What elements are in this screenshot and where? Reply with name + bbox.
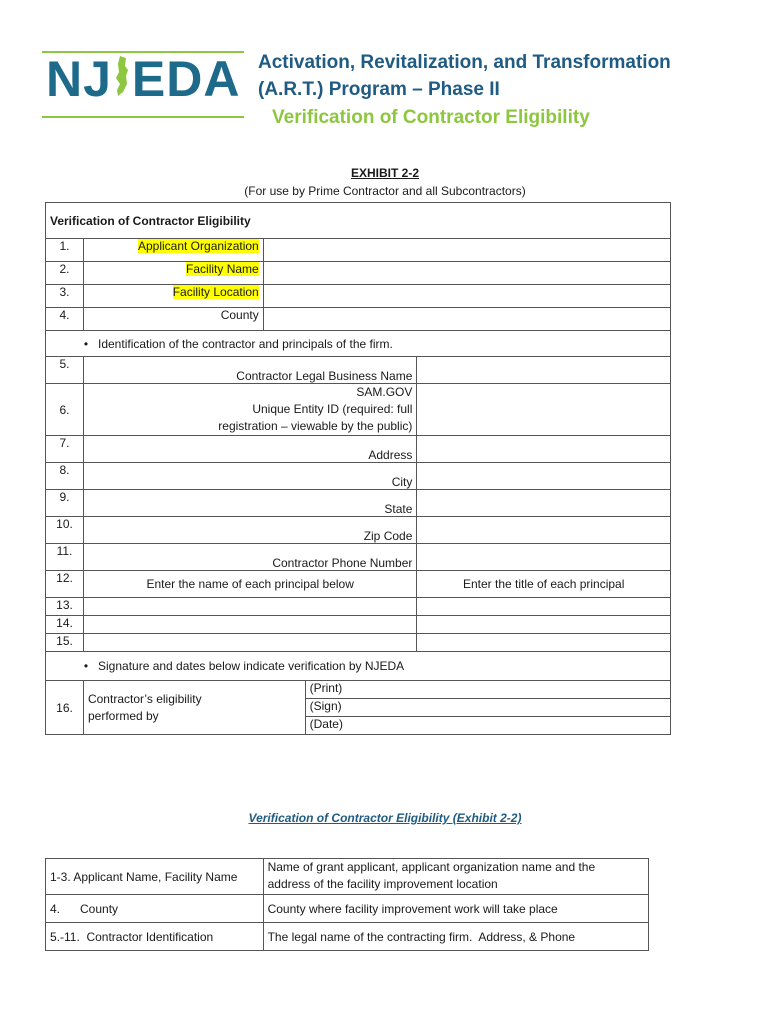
new-jersey-state-icon <box>114 54 130 98</box>
principal-name-field[interactable] <box>83 634 416 652</box>
logo-text-eda: EDA <box>131 51 241 107</box>
exhibit-title: EXHIBIT 2-2 <box>350 166 419 180</box>
row-number: 11. <box>46 544 84 571</box>
njeda-logo <box>46 51 241 107</box>
reference-table-title: Verification of Contractor Eligibility (Exhibit 2-2) <box>248 811 522 825</box>
logo-text-nj: NJ <box>46 51 112 107</box>
row-number: 9. <box>46 490 84 517</box>
reference-left-cell: 1-3. Applicant Name, Facility Name <box>46 859 264 895</box>
section-title: Verification of Contractor Eligibility <box>46 203 671 239</box>
principal-title-field[interactable] <box>417 598 671 616</box>
date-field[interactable]: (Date) <box>305 717 670 735</box>
principal-name-field[interactable] <box>83 616 416 634</box>
label-facility-location: Facility Location <box>83 285 263 308</box>
phone-number-field[interactable] <box>417 544 671 571</box>
label-eligibility-performed-by: Contractor’s eligibility performed by <box>83 681 305 735</box>
reference-table <box>45 858 649 951</box>
bullet-identification: • Identification of the contractor and principals of the firm. <box>46 331 671 357</box>
city-field[interactable] <box>417 463 671 490</box>
label-unique-entity-id: SAM.GOV Unique Entity ID (required: full registration – viewable by the public) <box>83 384 416 436</box>
label-state: State <box>83 490 416 517</box>
zip-code-field[interactable] <box>417 517 671 544</box>
state-field[interactable] <box>417 490 671 517</box>
legal-business-name-field[interactable] <box>417 357 671 384</box>
verification-form-table <box>45 202 671 735</box>
row-number: 7. <box>46 436 84 463</box>
label-zip-code: Zip Code <box>83 517 416 544</box>
label-legal-business-name: Contractor Legal Business Name <box>83 357 416 384</box>
row-number: 2. <box>46 262 84 285</box>
facility-location-field[interactable] <box>263 285 670 308</box>
sign-field[interactable]: (Sign) <box>305 699 670 717</box>
principal-title-field[interactable] <box>417 634 671 652</box>
bullet-signature: • Signature and dates below indicate verification by NJEDA <box>46 652 671 681</box>
row-number: 12. <box>46 571 84 598</box>
principal-name-header: Enter the name of each principal below <box>83 571 416 598</box>
principal-title-header: Enter the title of each principal <box>417 571 671 598</box>
reference-right-cell: Name of grant applicant, applicant organization name and the address of the facility improvement location <box>263 859 648 895</box>
facility-name-field[interactable] <box>263 262 670 285</box>
row-number: 13. <box>46 598 84 616</box>
label-facility-name: Facility Name <box>83 262 263 285</box>
label-applicant-organization: Applicant Organization <box>83 239 263 262</box>
reference-right-cell: County where facility improvement work will take place <box>263 895 648 923</box>
row-number: 14. <box>46 616 84 634</box>
principal-title-field[interactable] <box>417 616 671 634</box>
program-title-line2: (A.R.T.) Program – Phase II <box>258 79 500 100</box>
program-title-line1: Activation, Revitalization, and Transformation <box>258 52 671 73</box>
applicant-organization-field[interactable] <box>263 239 670 262</box>
exhibit-subtitle: (For use by Prime Contractor and all Subcontractors) <box>244 184 526 198</box>
label-city: City <box>83 463 416 490</box>
reference-left-cell: 5.-11. Contractor Identification <box>46 923 264 951</box>
row-number: 4. <box>46 308 84 331</box>
label-address: Address <box>83 436 416 463</box>
row-number: 15. <box>46 634 84 652</box>
row-number: 10. <box>46 517 84 544</box>
row-number: 3. <box>46 285 84 308</box>
row-number: 16. <box>46 681 84 735</box>
label-phone-number: Contractor Phone Number <box>83 544 416 571</box>
principal-name-field[interactable] <box>83 598 416 616</box>
address-field[interactable] <box>417 436 671 463</box>
reference-right-cell: The legal name of the contracting firm. Address, & Phone <box>263 923 648 951</box>
row-number: 1. <box>46 239 84 262</box>
row-number: 8. <box>46 463 84 490</box>
form-title: Verification of Contractor Eligibility <box>272 107 590 128</box>
print-field[interactable]: (Print) <box>305 681 670 699</box>
reference-left-cell: 4. County <box>46 895 264 923</box>
logo-bottom-rule <box>42 116 244 118</box>
county-field[interactable] <box>263 308 670 331</box>
row-number: 6. <box>46 384 84 436</box>
label-county: County <box>83 308 263 331</box>
row-number: 5. <box>46 357 84 384</box>
unique-entity-id-field[interactable] <box>417 384 671 436</box>
